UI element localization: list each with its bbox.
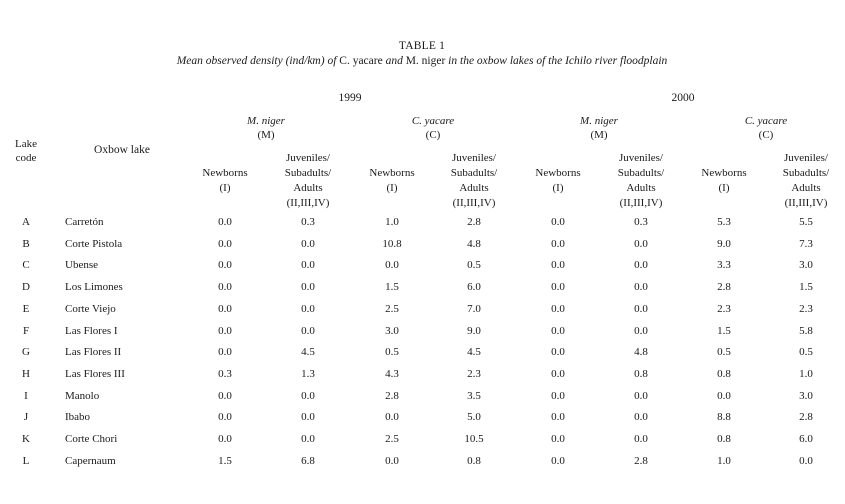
- density-value-cell: 3.3: [717, 259, 731, 271]
- density-value-cell: 9.0: [717, 238, 731, 250]
- density-value-cell: 1.5: [717, 325, 731, 337]
- density-value-cell: 0.3: [218, 368, 232, 380]
- density-value-cell: 0.0: [551, 325, 565, 337]
- species-name: C. yacare: [411, 115, 455, 127]
- density-value-cell: 0.8: [717, 368, 731, 380]
- density-value-cell: 0.0: [385, 455, 399, 467]
- lake-code-cell: K: [22, 433, 30, 445]
- density-value-cell: 0.3: [301, 216, 315, 228]
- oxbow-lake-cell: Las Flores III: [65, 368, 125, 380]
- density-value-cell: 4.3: [385, 368, 399, 380]
- density-value-cell: 7.0: [467, 303, 481, 315]
- density-value-cell: 4.8: [634, 346, 648, 358]
- year-header-1999: 1999: [338, 92, 362, 104]
- newborns-header-line: Newborns: [535, 167, 581, 179]
- lake-code-cell: A: [22, 216, 30, 228]
- oxbow-lake-cell: Ubense: [65, 259, 98, 271]
- density-value-cell: 0.0: [551, 346, 565, 358]
- lake-code-cell: B: [22, 238, 30, 250]
- density-value-cell: 0.0: [634, 433, 648, 445]
- species-name: M. niger: [580, 115, 618, 127]
- caption-tail: in the oxbow lakes of the Ichilo river floodplain: [445, 55, 668, 67]
- adults-header-line: Juveniles/: [285, 152, 330, 164]
- adults-header-line: Adults: [626, 182, 656, 194]
- density-value-cell: 4.5: [467, 346, 481, 358]
- adults-header-line: Subadults/: [617, 167, 665, 179]
- density-value-cell: 1.5: [385, 281, 399, 293]
- oxbow-lake-cell: Las Flores I: [65, 325, 118, 337]
- density-value-cell: 2.5: [385, 433, 399, 445]
- density-value-cell: 0.0: [551, 368, 565, 380]
- density-value-cell: 3.0: [799, 390, 813, 402]
- density-value-cell: 2.3: [717, 303, 731, 315]
- density-value-cell: 0.5: [799, 346, 813, 358]
- lake-code-cell: C: [22, 259, 30, 271]
- density-value-cell: 2.3: [799, 303, 813, 315]
- density-value-cell: 4.5: [301, 346, 315, 358]
- density-value-cell: 0.0: [218, 433, 232, 445]
- newborns-header: [701, 166, 746, 196]
- oxbow-lake-cell: Manolo: [65, 390, 100, 402]
- density-value-cell: 0.0: [218, 390, 232, 402]
- density-value-cell: 0.0: [634, 411, 648, 423]
- species-name: M. niger: [247, 115, 285, 127]
- density-value-cell: 0.0: [385, 259, 399, 271]
- density-value-cell: 2.8: [799, 411, 813, 423]
- density-value-cell: 0.0: [551, 238, 565, 250]
- density-value-cell: 0.0: [301, 325, 315, 337]
- density-value-cell: 0.0: [551, 433, 565, 445]
- density-value-cell: 3.5: [467, 390, 481, 402]
- density-value-cell: 1.0: [717, 455, 731, 467]
- species-abbr: (C): [758, 129, 774, 141]
- newborns-header-line: (I): [219, 182, 231, 194]
- caption-species-1: C. yacare: [339, 55, 383, 67]
- lake-code-cell: D: [22, 281, 30, 293]
- caption-lead: Mean observed density (ind/km) of: [176, 55, 340, 67]
- density-value-cell: 2.8: [467, 216, 481, 228]
- lake-code-cell: L: [22, 455, 30, 467]
- density-value-cell: 1.0: [799, 368, 813, 380]
- density-value-cell: 0.0: [301, 390, 315, 402]
- oxbow-lake-header: Oxbow lake: [94, 144, 150, 156]
- lake-code-cell: J: [23, 411, 29, 423]
- density-value-cell: 3.0: [799, 259, 813, 271]
- density-value-cell: 0.0: [218, 281, 232, 293]
- newborns-header: [202, 166, 247, 196]
- density-value-cell: 2.5: [385, 303, 399, 315]
- species-abbr: (C): [425, 129, 441, 141]
- species-group-header: [247, 114, 285, 142]
- density-value-cell: 0.0: [551, 411, 565, 423]
- density-value-cell: 0.0: [301, 411, 315, 423]
- density-value-cell: 0.0: [551, 216, 565, 228]
- adults-header-line: (II,III,IV): [619, 197, 663, 209]
- density-value-cell: 0.0: [634, 325, 648, 337]
- lake-code-cell: I: [24, 390, 28, 402]
- adults-header: [618, 151, 664, 211]
- density-value-cell: 0.0: [218, 259, 232, 271]
- oxbow-lake-cell: Corte Viejo: [65, 303, 116, 315]
- density-value-cell: 3.0: [385, 325, 399, 337]
- density-value-cell: 0.0: [301, 281, 315, 293]
- density-value-cell: 0.8: [717, 433, 731, 445]
- density-value-cell: 7.3: [799, 238, 813, 250]
- density-value-cell: 0.0: [634, 259, 648, 271]
- lake-code-header-line-2: code: [15, 152, 37, 164]
- newborns-header-line: Newborns: [701, 167, 747, 179]
- density-value-cell: 0.0: [634, 281, 648, 293]
- species-group-header: [580, 114, 618, 142]
- density-value-cell: 1.3: [301, 368, 315, 380]
- lake-code-cell: H: [22, 368, 30, 380]
- density-value-cell: 0.0: [634, 303, 648, 315]
- density-value-cell: 0.3: [634, 216, 648, 228]
- density-value-cell: 0.0: [218, 411, 232, 423]
- oxbow-lake-cell: Los Limones: [65, 281, 123, 293]
- adults-header-line: Juveniles/: [451, 152, 496, 164]
- adults-header-line: Subadults/: [782, 167, 830, 179]
- lake-code-cell: E: [22, 303, 30, 315]
- density-value-cell: 0.0: [301, 433, 315, 445]
- density-value-cell: 0.0: [717, 390, 731, 402]
- density-value-cell: 5.8: [799, 325, 813, 337]
- density-value-cell: 2.8: [634, 455, 648, 467]
- density-value-cell: 0.0: [551, 281, 565, 293]
- adults-header-line: Juveniles/: [618, 152, 663, 164]
- density-value-cell: 1.5: [218, 455, 232, 467]
- newborns-header-line: (I): [718, 182, 730, 194]
- density-value-cell: 0.0: [634, 390, 648, 402]
- density-value-cell: 4.8: [467, 238, 481, 250]
- species-abbr: (M): [590, 129, 608, 141]
- density-value-cell: 0.0: [218, 216, 232, 228]
- density-value-cell: 1.0: [385, 216, 399, 228]
- species-abbr: (M): [257, 129, 275, 141]
- species-name: C. yacare: [744, 115, 788, 127]
- newborns-header-line: (I): [552, 182, 564, 194]
- density-value-cell: 5.3: [717, 216, 731, 228]
- table-caption: [177, 56, 668, 68]
- density-value-cell: 2.3: [467, 368, 481, 380]
- oxbow-lake-cell: Carretón: [65, 216, 104, 228]
- oxbow-lake-cell: Corte Chori: [65, 433, 118, 445]
- density-value-cell: 0.0: [301, 259, 315, 271]
- density-value-cell: 2.8: [385, 390, 399, 402]
- adults-header: [783, 151, 829, 211]
- year-header-2000: 2000: [671, 92, 695, 104]
- adults-header: [451, 151, 497, 211]
- species-group-header: [745, 114, 787, 142]
- newborns-header: [369, 166, 414, 196]
- density-value-cell: 0.0: [218, 238, 232, 250]
- adults-header: [285, 151, 331, 211]
- density-value-cell: 0.0: [385, 411, 399, 423]
- density-value-cell: 10.8: [382, 238, 402, 250]
- density-value-cell: 10.5: [464, 433, 484, 445]
- density-value-cell: 6.8: [301, 455, 315, 467]
- density-value-cell: 0.0: [301, 238, 315, 250]
- oxbow-lake-cell: Capernaum: [65, 455, 116, 467]
- lake-code-header: [15, 137, 37, 165]
- density-value-cell: 9.0: [467, 325, 481, 337]
- adults-header-line: Adults: [459, 182, 489, 194]
- adults-header-line: (II,III,IV): [286, 197, 330, 209]
- species-group-header: [412, 114, 454, 142]
- density-value-cell: 0.0: [551, 303, 565, 315]
- lake-code-cell: G: [22, 346, 30, 358]
- newborns-header-line: Newborns: [369, 167, 415, 179]
- newborns-header-line: Newborns: [202, 167, 248, 179]
- adults-header-line: Adults: [293, 182, 323, 194]
- density-value-cell: 0.5: [467, 259, 481, 271]
- oxbow-lake-cell: Corte Pistola: [65, 238, 123, 250]
- density-value-cell: 0.0: [218, 346, 232, 358]
- adults-header-line: (II,III,IV): [784, 197, 828, 209]
- density-value-cell: 5.5: [799, 216, 813, 228]
- lake-code-cell: F: [22, 325, 30, 337]
- density-value-cell: 0.0: [551, 259, 565, 271]
- density-value-cell: 6.0: [799, 433, 813, 445]
- lake-code-header-line-1: Lake: [15, 138, 37, 150]
- density-value-cell: 8.8: [717, 411, 731, 423]
- adults-header-line: Juveniles/: [783, 152, 828, 164]
- oxbow-lake-cell: Las Flores II: [65, 346, 122, 358]
- table-number: TABLE 1: [398, 40, 446, 52]
- density-value-cell: 5.0: [467, 411, 481, 423]
- density-value-cell: 0.0: [551, 455, 565, 467]
- adults-header-line: Adults: [791, 182, 821, 194]
- density-value-cell: 6.0: [467, 281, 481, 293]
- density-value-cell: 0.0: [218, 303, 232, 315]
- density-value-cell: 0.5: [717, 346, 731, 358]
- caption-species-2: M. niger: [405, 55, 446, 67]
- newborns-header-line: (I): [386, 182, 398, 194]
- density-value-cell: 0.0: [634, 238, 648, 250]
- density-value-cell: 0.0: [799, 455, 813, 467]
- newborns-header: [535, 166, 580, 196]
- density-value-cell: 2.8: [717, 281, 731, 293]
- density-value-cell: 0.0: [218, 325, 232, 337]
- density-value-cell: 1.5: [799, 281, 813, 293]
- density-value-cell: 0.0: [301, 303, 315, 315]
- density-value-cell: 0.8: [634, 368, 648, 380]
- density-value-cell: 0.5: [385, 346, 399, 358]
- adults-header-line: Subadults/: [284, 167, 332, 179]
- caption-mid: and: [382, 55, 406, 67]
- oxbow-lake-cell: Ibabo: [65, 411, 91, 423]
- adults-header-line: (II,III,IV): [452, 197, 496, 209]
- density-value-cell: 0.8: [467, 455, 481, 467]
- adults-header-line: Subadults/: [450, 167, 498, 179]
- density-value-cell: 0.0: [551, 390, 565, 402]
